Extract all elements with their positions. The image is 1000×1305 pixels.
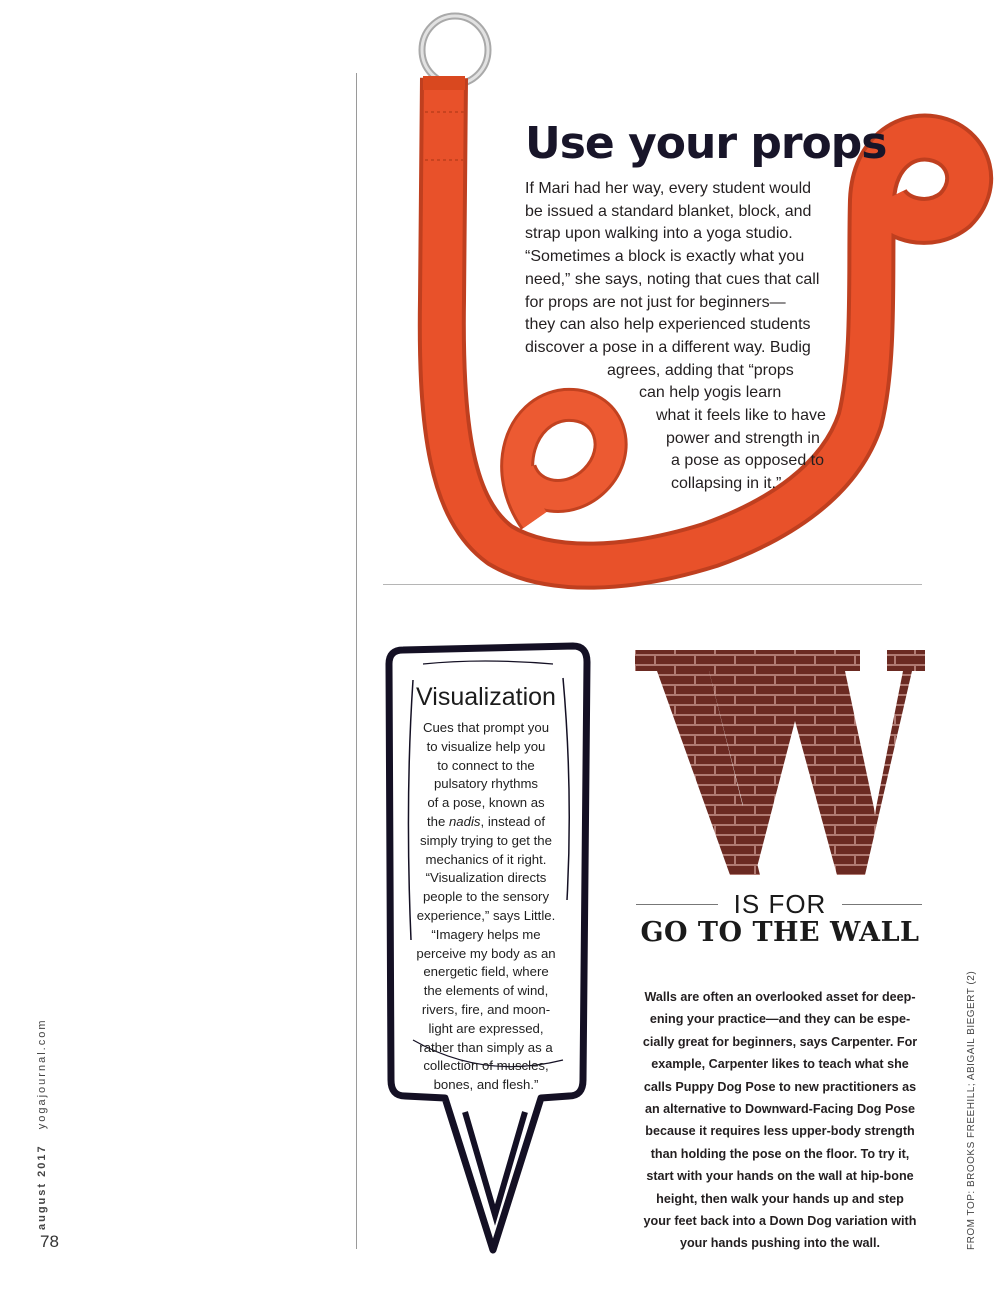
folio-site: yogajournal.com bbox=[36, 1018, 48, 1130]
w-letter: W bbox=[764, 832, 796, 867]
nadis-post: , instead of bbox=[480, 813, 546, 829]
wall-line: example, Carpenter likes to teach what she bbox=[651, 1057, 909, 1072]
visualization-line: simply trying to get the bbox=[420, 832, 552, 848]
props-line: power and strength in bbox=[666, 429, 820, 447]
props-line: for props are not just for beginners— bbox=[525, 293, 786, 311]
nadis-term: nadis bbox=[448, 813, 481, 829]
props-line: collapsing in it.” bbox=[671, 475, 782, 493]
column-divider bbox=[356, 73, 357, 1249]
visualization-line-nadis bbox=[400, 813, 572, 832]
visualization-line: rather than simply as a bbox=[419, 1039, 553, 1055]
wall-line: Walls are often an overlooked asset for deep- bbox=[644, 990, 916, 1004]
visualization-line: “Imagery helps me bbox=[431, 926, 541, 942]
folio-issue-date: august 2017 bbox=[36, 1144, 48, 1230]
wall-line: an alternative to Downward-Facing Dog Pose bbox=[644, 1102, 916, 1117]
visualization-line: to visualize help you bbox=[426, 738, 546, 754]
props-line: strap upon walking into a yoga studio. bbox=[525, 225, 793, 243]
strap-stitching bbox=[423, 76, 465, 90]
visualization-line: light are expressed, bbox=[428, 1020, 544, 1036]
brick-wall-letter bbox=[635, 645, 925, 880]
visualization-line: collection of muscles, bbox=[423, 1058, 549, 1074]
props-line: they can also help experienced students bbox=[525, 316, 811, 334]
props-line: be issued a standard blanket, block, and bbox=[525, 202, 812, 220]
wall-line: calls Puppy Dog Pose to new practitioners as bbox=[643, 1079, 917, 1094]
visualization-line: energetic field, where bbox=[423, 964, 549, 980]
visualization-line: rivers, fire, and moon- bbox=[421, 1001, 551, 1017]
wall-line: because it requires less upper-body strength bbox=[645, 1124, 915, 1139]
visualization-line: of a pose, known as bbox=[427, 795, 545, 811]
props-body bbox=[520, 178, 840, 496]
nadis-pre: the bbox=[426, 813, 449, 829]
visualization-line: “Visualization directs bbox=[425, 870, 547, 886]
props-line: agrees, adding that “props bbox=[607, 361, 794, 379]
visualization-line: people to the sensory bbox=[422, 889, 550, 905]
wall-line: your feet back into a Down Dog variation with bbox=[643, 1214, 917, 1229]
props-line: discover a pose in a different way. Budig bbox=[525, 338, 811, 356]
d-ring-highlight bbox=[422, 16, 488, 84]
visualization-line: mechanics of it right. bbox=[425, 851, 547, 867]
is-for-label: IS FOR bbox=[733, 889, 827, 919]
wall-line: ening your practice—and they can be espe- bbox=[649, 1012, 911, 1027]
visualization-line: to connect to the bbox=[437, 757, 535, 773]
props-line: If Mari had her way, every student would bbox=[525, 180, 812, 197]
props-line: a pose as opposed to bbox=[671, 452, 825, 470]
props-line: “Sometimes a block is exactly what you bbox=[525, 248, 805, 266]
page-number: 78 bbox=[40, 1232, 59, 1251]
wall-heading: GO TO THE WALL bbox=[640, 917, 920, 948]
visualization-line: perceive my body as an bbox=[416, 945, 556, 961]
visualization-line: bones, and flesh.” bbox=[433, 1077, 539, 1093]
visualization-line: the elements of wind, bbox=[423, 983, 549, 999]
photo-credit: FROM TOP: BROOKS FREEHILL; ABIGAIL BIEGERT (2) bbox=[966, 970, 977, 1250]
is-for-rule-left bbox=[636, 904, 718, 905]
props-line: need,” she says, noting that cues that call bbox=[525, 270, 820, 288]
props-title: Use your props bbox=[525, 118, 887, 169]
is-for-rule-right bbox=[842, 904, 922, 905]
visualization-body bbox=[400, 719, 572, 1095]
props-line: what it feels like to have bbox=[656, 407, 826, 425]
visualization-line: Cues that prompt you bbox=[422, 720, 550, 735]
wall-line: your hands pushing into the wall. bbox=[679, 1236, 881, 1251]
visualization-line: pulsatory rhythms bbox=[433, 776, 539, 792]
props-line: can help yogis learn bbox=[639, 384, 782, 402]
folio-issue bbox=[36, 1019, 48, 1230]
wall-line: cially great for beginners, says Carpenter. For bbox=[642, 1034, 918, 1049]
wall-body bbox=[628, 986, 932, 1255]
wall-line: height, then walk your hands up and step bbox=[656, 1191, 904, 1206]
visualization-title: Visualization bbox=[416, 683, 556, 711]
wall-line: than holding the pose on the floor. To try it, bbox=[650, 1146, 910, 1161]
wall-line: start with your hands on the wall at hip-bone bbox=[646, 1169, 914, 1184]
visualization-line: experience,” says Little. bbox=[416, 907, 556, 923]
